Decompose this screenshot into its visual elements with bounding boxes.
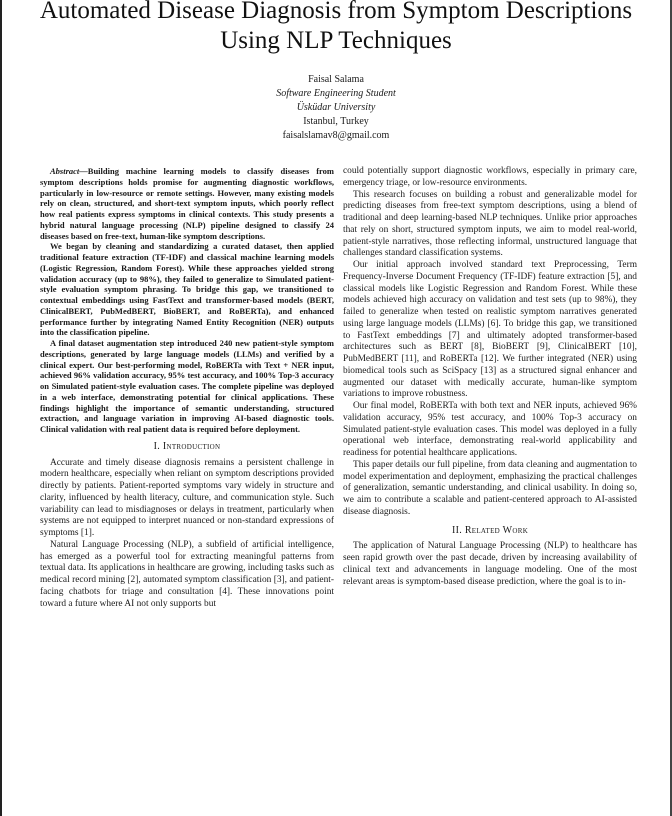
body-paragraph: Accurate and timely disease diagnosis remains a persistent challenge in modern healthcare, especially when reliant on symptom descriptions provided directly by patients. Patient-reported symptoms vary widely in structure and clarity, influenced by health literacy, culture, and communication style. Such variability can lead to misdiagnoses or delays in treatment, particularly when systems are not equipped to interpret nuanced or non-standard expressions of symptoms [1]. bbox=[40, 457, 334, 538]
abstract bbox=[40, 166, 334, 435]
body-paragraph: Our final model, RoBERTa with both text and NER inputs, achieved 96% validation accuracy, 95% test accuracy, and 100% Top-3 accuracy on Simulated patient-style evaluation cases. This model was deployed in a fully operational web interface, demonstrating real-world applicability and readiness for potential healthcare applications. bbox=[343, 401, 637, 458]
author-location: Istanbul, Turkey bbox=[303, 116, 369, 127]
body-paragraph: This research focuses on building a robust and generalizable model for predicting diseases from free-text symptom descriptions, using a blend of traditional and deep learning-based NLP techniques. Unlike prior approaches that rely on short, structured symptom inputs, we aim to model real-world, patient-style narratives, those reflecting informal, unstructured language that challenges standard classification systems. bbox=[343, 189, 637, 259]
abstract-lead: Abstract— bbox=[50, 166, 88, 176]
paper-title: Automated Disease Diagnosis from Symptom Descriptions Using NLP Techniques bbox=[39, 0, 633, 54]
body-paragraph: Natural Language Processing (NLP), a subfield of artificial intelligence, has emerged as a powerful tool for extracting meaningful patterns from textual data. Its applications in healthcare are growing, including tasks such as medical record mining [2], automated symptom classification [3], and patient-facing chatbots for triage and consultation [4]. These innovations point toward a future where AI not only supports but bbox=[40, 539, 334, 609]
section-numeral: II. bbox=[451, 524, 462, 536]
section-title: Related Work bbox=[464, 524, 529, 536]
body-paragraph: Our initial approach involved standard text Preprocessing, Term Frequency-Inverse Document Frequency (TF-IDF) feature extraction [5], and classical models like Logistic Regression and Random Forest. While these models achieved high accuracy on validation and test sets (up to 98%), they failed to generalize when tested on realistic symptom narratives generated using large language models (LLMs) [6]. To bridge this gap, we transitioned to FastText embeddings [7] and ultimately adopted transformer-based architectures such as BERT [8], BioBERT [9], ClinicalBERT [10], PubMedBERT [11], and RoBERTa [12]. We further integrated (NER) using biomedical tools such as SciSpacy [13] as a structured signal enhancer and augmented our dataset with medically accurate, human-like symptom variations to improve robustness. bbox=[343, 260, 637, 400]
section-heading-introduction bbox=[40, 441, 334, 453]
left-column bbox=[40, 166, 334, 610]
abstract-paragraph: We began by cleaning and standardizing a curated dataset, then applied traditional feature extraction (TF-IDF) and classical machine learning models (Logistic Regression, Random Forest). While these approaches yielded strong validation accuracy (up to 98%), they failed to generalize to Simulated patient-style evaluation symptom phrasing. To bridge this gap, we transitioned to contextual embeddings using FastText and transformer-based models (BERT, ClinicalBERT, PubMedBERT, BioBERT, and RoBERTa), and enhanced performance further by integrating Named Entity Recognition (NER) outputs into the classification pipeline. bbox=[40, 241, 334, 338]
author-block bbox=[20, 73, 652, 143]
author-email: faisalslamav8@gmail.com bbox=[282, 130, 390, 141]
author-institution: Üsküdar University bbox=[296, 102, 376, 113]
abstract-paragraph: A final dataset augmentation step introduced 240 new patient-style symptom descriptions, generated by large language models (LLMs) and verified by a clinical expert. Our best-performing model, RoBERTa with Text + NER input, achieved 96% validation accuracy, 95% test accuracy, and 100% Top-3 accuracy on Simulated patient-style evaluation cases. The complete pipeline was deployed in a web interface, demonstrating potential for clinical applications. These findings highlight the importance of semantic understanding, structured extraction, and language variation in improving AI-based diagnostic tools. Clinical validation with real patient data is required before deployment. bbox=[40, 338, 334, 434]
author-role: Software Engineering Student bbox=[276, 88, 396, 99]
abstract-paragraph: Building machine learning models to classify diseases from symptom descriptions holds promise for augmenting diagnostic workflows, particularly in low-resource or remote settings. However, many existing models rely on clean, structured, and short-text symptom inputs, which poorly reflect how real patients express symptoms in clinical contexts. This study presents a hybrid natural language processing (NLP) pipeline designed to classify 24 diseases based on free-text, human-like symptom descriptions. bbox=[40, 166, 334, 241]
body-paragraph: This paper details our full pipeline, from data cleaning and augmentation to model experimentation and deployment, emphasizing the practical challenges of generalization, semantic understanding, and clinical usability. In doing so, we aim to contribute a scalable and patient-centered approach to AI-assisted disease diagnosis. bbox=[343, 459, 637, 517]
section-heading-related-work bbox=[343, 525, 637, 537]
body-paragraph: could potentially support diagnostic workflows, especially in primary care, emergency triage, or low-resource environments. bbox=[343, 166, 637, 188]
section-title: Introduction bbox=[162, 440, 221, 452]
right-column bbox=[343, 166, 637, 588]
author-name: Faisal Salama bbox=[308, 74, 364, 85]
body-paragraph: The application of Natural Language Processing (NLP) to healthcare has seen rapid growth over the past decade, driven by increasing availability of clinical text and advancements in language modeling. One of the most relevant areas is symptom-based disease prediction, where the goal is to in- bbox=[343, 541, 637, 587]
section-numeral: I. bbox=[153, 440, 161, 452]
page-border-left bbox=[0, 0, 2, 816]
